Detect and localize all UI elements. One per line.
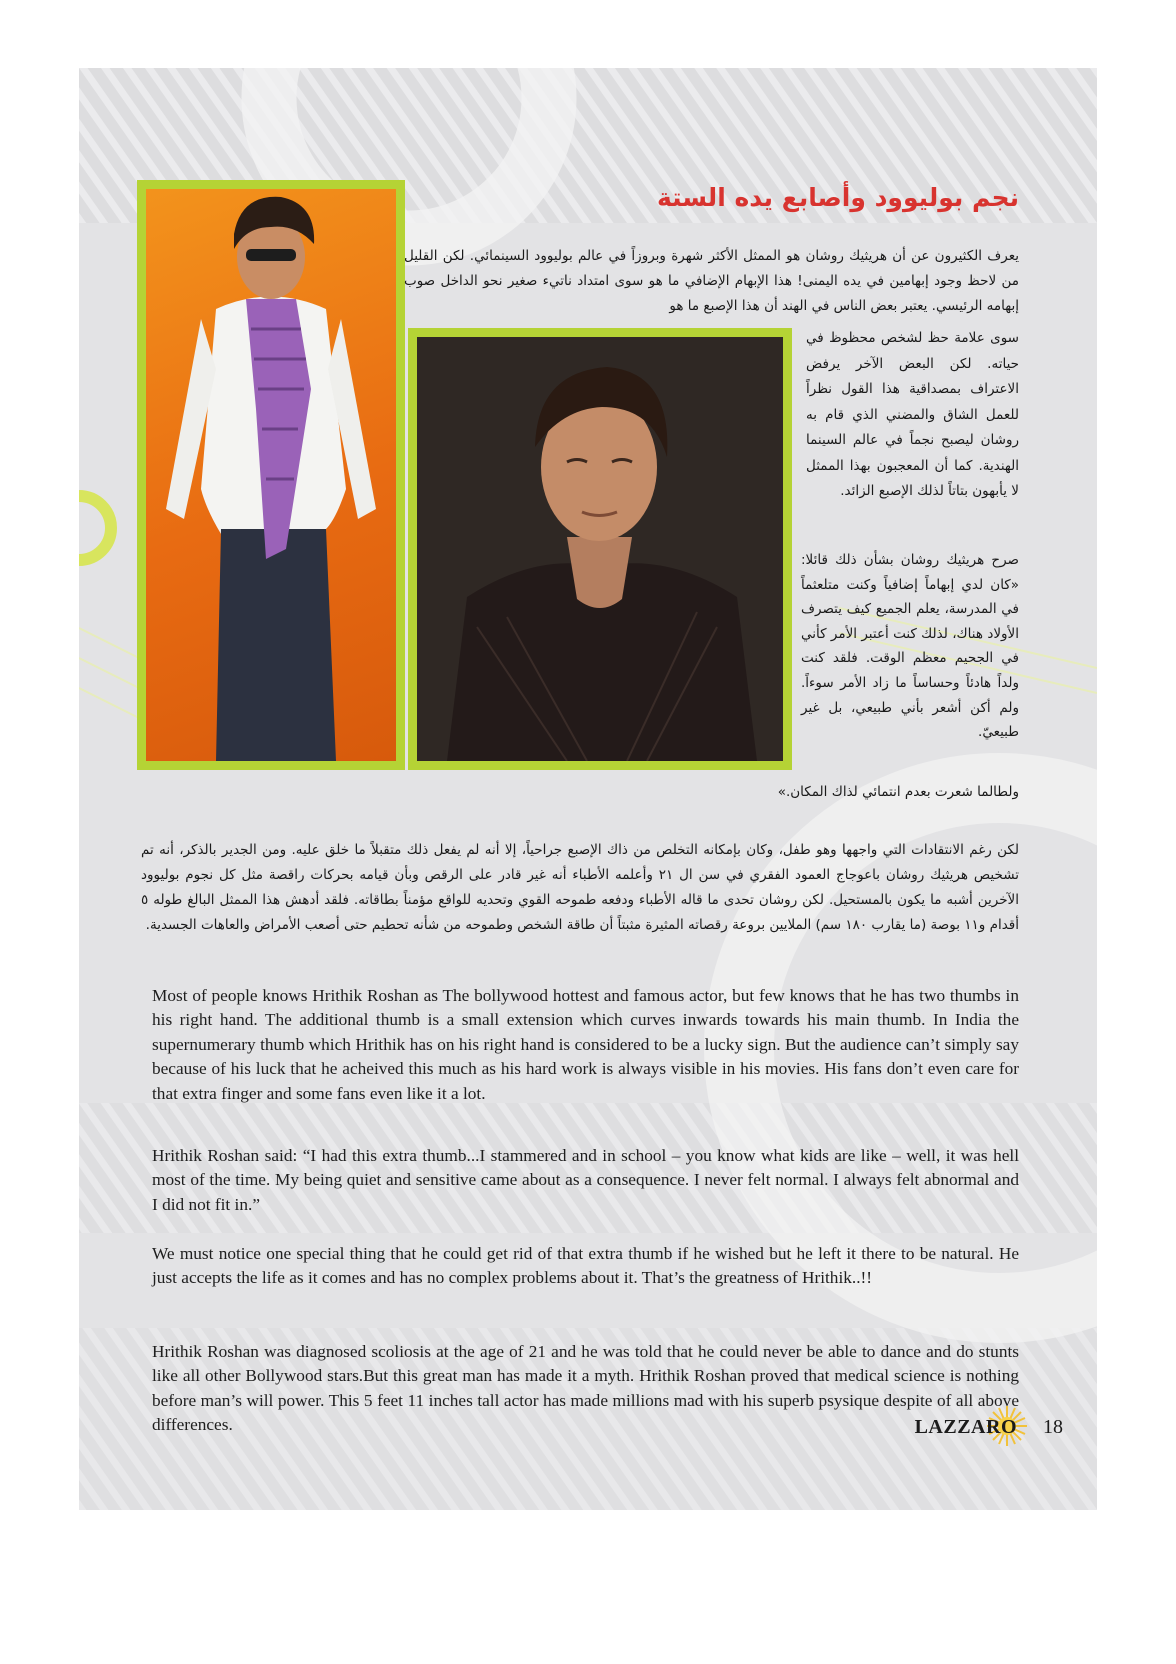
photo-actor-standing: [137, 180, 405, 770]
english-paragraph-2: Hrithik Roshan said: “I had this extra thumb...I stammered and in school – you know what kids are like – well, it was hell most of the time. My being quiet and sensitive came about as a consequence. I never felt normal. I always felt abnormal and I did not fit in.”: [152, 1146, 1019, 1214]
arabic-intro-paragraph: يعرف الكثيرون عن أن هريثيك روشان هو الممثل الأكثر شهرة وبروزاً في عالم بوليوود السينمائي. لكن القليل من لاحظ وجود إبهامين في يده اليمنى! هذا الإبهام الإضافي ما هو سوى امتداد ناتيء صغير نحو الداخل صوب إبهامه الرئيسي. يعتبر بعض الناس في الهند أن هذا الإصبع ما هو: [404, 248, 1019, 314]
brand-name: LAZZARO: [914, 1416, 1017, 1438]
arabic-closing-paragraph: لكن رغم الانتقادات التي واجهها وهو طفل، وكان بإمكانه التخلص من ذاك الإصبع جراحياً، إلا أنه لم يفعل ذلك متقبلاً ما خلق عليه. ومن الجدير بالذكر، أنه تم تشخيص هريثيك روشان باعوجاج العمود الفقري في سن ال ٢١ وأعلمه الأطباء أنه غير قادر على الرقص وبأن قيامه بحركات راقصة مثل كل نجوم بوليوود الآخرين أشبه ما يكون بالمستحيل. لكن روشان تحدى ما قاله الأطباء ودفعه طموحه القوي وتحديه للواقع مؤمناً بطاقاته. فلقد أدهش هذا الممثل البالغ طوله ٥ أقدام و١١ بوصة (ما يقارب ١٨٠ سم) الملايين بروعة رقصاته المثيرة مثبتاً أن طاقة الشخص وطموحه من شأنه تحطيم حتى أصعب الأمراض والعاهات الجسدية.: [141, 842, 1020, 933]
arabic-quote-end-line: ولطالما شعرت بعدم انتمائي لذاك المكان.»: [777, 784, 1019, 800]
page-number: 18: [1043, 1416, 1063, 1438]
article-title-arabic: نجم بوليوود وأصابع يده الستة: [657, 183, 1019, 212]
brand-logo: [915, 1416, 1017, 1439]
arabic-quote-paragraph: صرح هريثيك روشان بشأن ذلك قائلا: «كان لدي إبهاماً إضافياً وكنت متلعثماً في المدرسة، يعلم الجميع كيف يتصرف الأولاد هناك، لذلك كنت أعتبر الأمر كأني في الجحيم معظم الوقت. فلقد كنت ولداً هادئاً وحساساً ما زاد الأمر سوءاً. ولم أكن أشعر بأني طبيعي، بل غير طبيعيّ.: [801, 552, 1019, 741]
actor-portrait-illustration: [417, 337, 783, 761]
photo-actor-portrait: [408, 328, 792, 770]
magazine-page: [79, 68, 1097, 1510]
english-paragraph-1: Most of people knows Hrithik Roshan as The bollywood hottest and famous actor, but few knows that he has two thumbs in his right hand. The additional thumb is a small extension which curves inwards towards his main thumb. In India the supernumerary thumb which Hrithik has on his right hand is considered to be a lucky sign. But the audience can’t simply say because of his luck that he acheived this much as his hard work is always visible in his movies. His fans don’t even care for that extra finger and some fans even like it a lot.: [152, 986, 1019, 1103]
arabic-side-paragraph: سوى علامة حظ لشخص محظوظ في حياته. لكن البعض الآخر يرفض الاعتراف بمصداقية هذا القول نظراً للعمل الشاق والمضني الذي قام به روشان ليصبح نجماً في عالم السينما الهندية. كما أن المعجبون بهذا الممثل لا يأبهون بتاتاً لذلك الإصبع الزائد.: [806, 330, 1019, 499]
english-paragraph-3: We must notice one special thing that he could get rid of that extra thumb if he wished but he left it there to be natural. He just accepts the life as it comes and has no complex problems about it. That’s the greatness of Hrithik..!!: [152, 1244, 1019, 1288]
english-paragraph-4: Hrithik Roshan was diagnosed scoliosis at the age of 21 and he was told that he could never be able to dance and do stunts like all other Bollywood stars.But this great man has made it a myth. Hrithik Roshan proved that medical science is nothing before man’s will power. This 5 feet 11 inches tall actor has made millions mad with his superb psysique despite of all above differences.: [152, 1342, 1019, 1435]
actor-standing-illustration: [146, 189, 396, 761]
